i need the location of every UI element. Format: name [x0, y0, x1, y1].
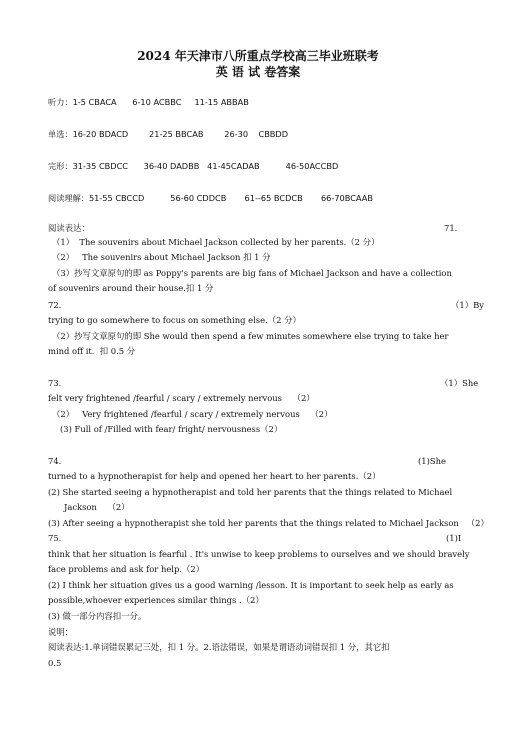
q71-number: 71. — [444, 223, 458, 233]
document-title: 2024 年天津市八所重点学校高三毕业班联考 — [137, 49, 379, 63]
note-line: 0.5 — [48, 658, 62, 668]
q75-line: face problems and ask for help.（2） — [48, 564, 205, 574]
q74-line: (3) After seeing a hypnotherapist she told her parents that the things related to Michael Jackson （2） — [48, 518, 489, 528]
single-choice-answers: 单选：16-20 BDACD 21-25 BBCAB 26-30 CBBDD — [48, 129, 289, 139]
q72-line: trying to go somewhere to focus on something else.（2 分） — [48, 315, 301, 325]
q74-line: Jackson （2） — [48, 502, 130, 512]
note-heading: 说明： — [48, 627, 74, 637]
note-line: 阅读表达:1.单词错误累记三处，扣 1 分。2.语法错误，如果是谓语动词错误扣 1 分，其它扣 — [48, 642, 390, 652]
q71-line: （3）抄写文章原句的即 as Poppy's parents are big fans of Michael Jackson and have a collection — [52, 268, 452, 278]
q72-line: mind off it. 扣 0.5 分 — [48, 346, 136, 356]
q72-first-answer: （1）By — [451, 300, 484, 310]
expression-heading: 阅读表达： — [48, 223, 90, 233]
q72-line: （2）抄写文章原句的即 She would then spend a few minutes somewhere else trying to take her — [52, 331, 449, 341]
q71-line: （1） The souvenirs about Michael Jackson collected by her parents.（2 分） — [52, 237, 380, 247]
reading-answers: 阅读理解：51-55 CBCCD 56-60 CDDCB 61--65 BCDCB 66-70BCAAB — [48, 193, 373, 203]
q74-line: turned to a hypnotherapist for help and opened her heart to her parents.（2） — [48, 471, 381, 481]
document-subtitle: 英 语 试 卷答案 — [215, 65, 301, 79]
q73-line: (3) Full of /Filled with fear/ fright/ nervousness（2） — [52, 424, 283, 434]
q75-number: 75. — [48, 533, 62, 543]
q75-first-answer: (1)I — [446, 533, 462, 543]
listening-answers: 听力：1-5 CBACA 6-10 ACBBC 11-15 ABBAB — [48, 97, 249, 107]
q73-number: 73. — [48, 378, 62, 388]
q73-first-answer: （1）She — [440, 378, 479, 388]
q74-line: (2) She started seeing a hypnotherapist and told her parents that the things related to Michael — [48, 487, 453, 497]
q74-number: 74. — [48, 456, 62, 466]
q75-line: (3) 做一部分内容扣一分。 — [48, 611, 147, 621]
q72-number: 72. — [48, 300, 62, 310]
q74-first-answer: (1)She — [418, 456, 446, 466]
q75-line: possible,whoever experiences similar things .（2） — [48, 595, 264, 605]
q75-line: think that her situation is fearful . It's unwise to keep problems to ourselves and we should bravely — [48, 549, 470, 559]
q75-line: (2) I think her situation gives us a good warning /lesson. It is important to seek help as early as — [48, 580, 454, 590]
q71-line: of souvenirs around their house.扣 1 分 — [48, 283, 214, 293]
q73-line: felt very frightened /fearful / scary / extremely nervous （2） — [48, 393, 315, 403]
cloze-answers: 完形：31-35 CBDCC 36-40 DADBB 41-45CADAB 46-50ACCBD — [48, 161, 339, 171]
q71-line: （2） The souvenirs about Michael Jackson 扣 1 分 — [52, 252, 271, 262]
q73-line: （2） Very frightened /fearful / scary / extremely nervous （2） — [52, 409, 333, 419]
